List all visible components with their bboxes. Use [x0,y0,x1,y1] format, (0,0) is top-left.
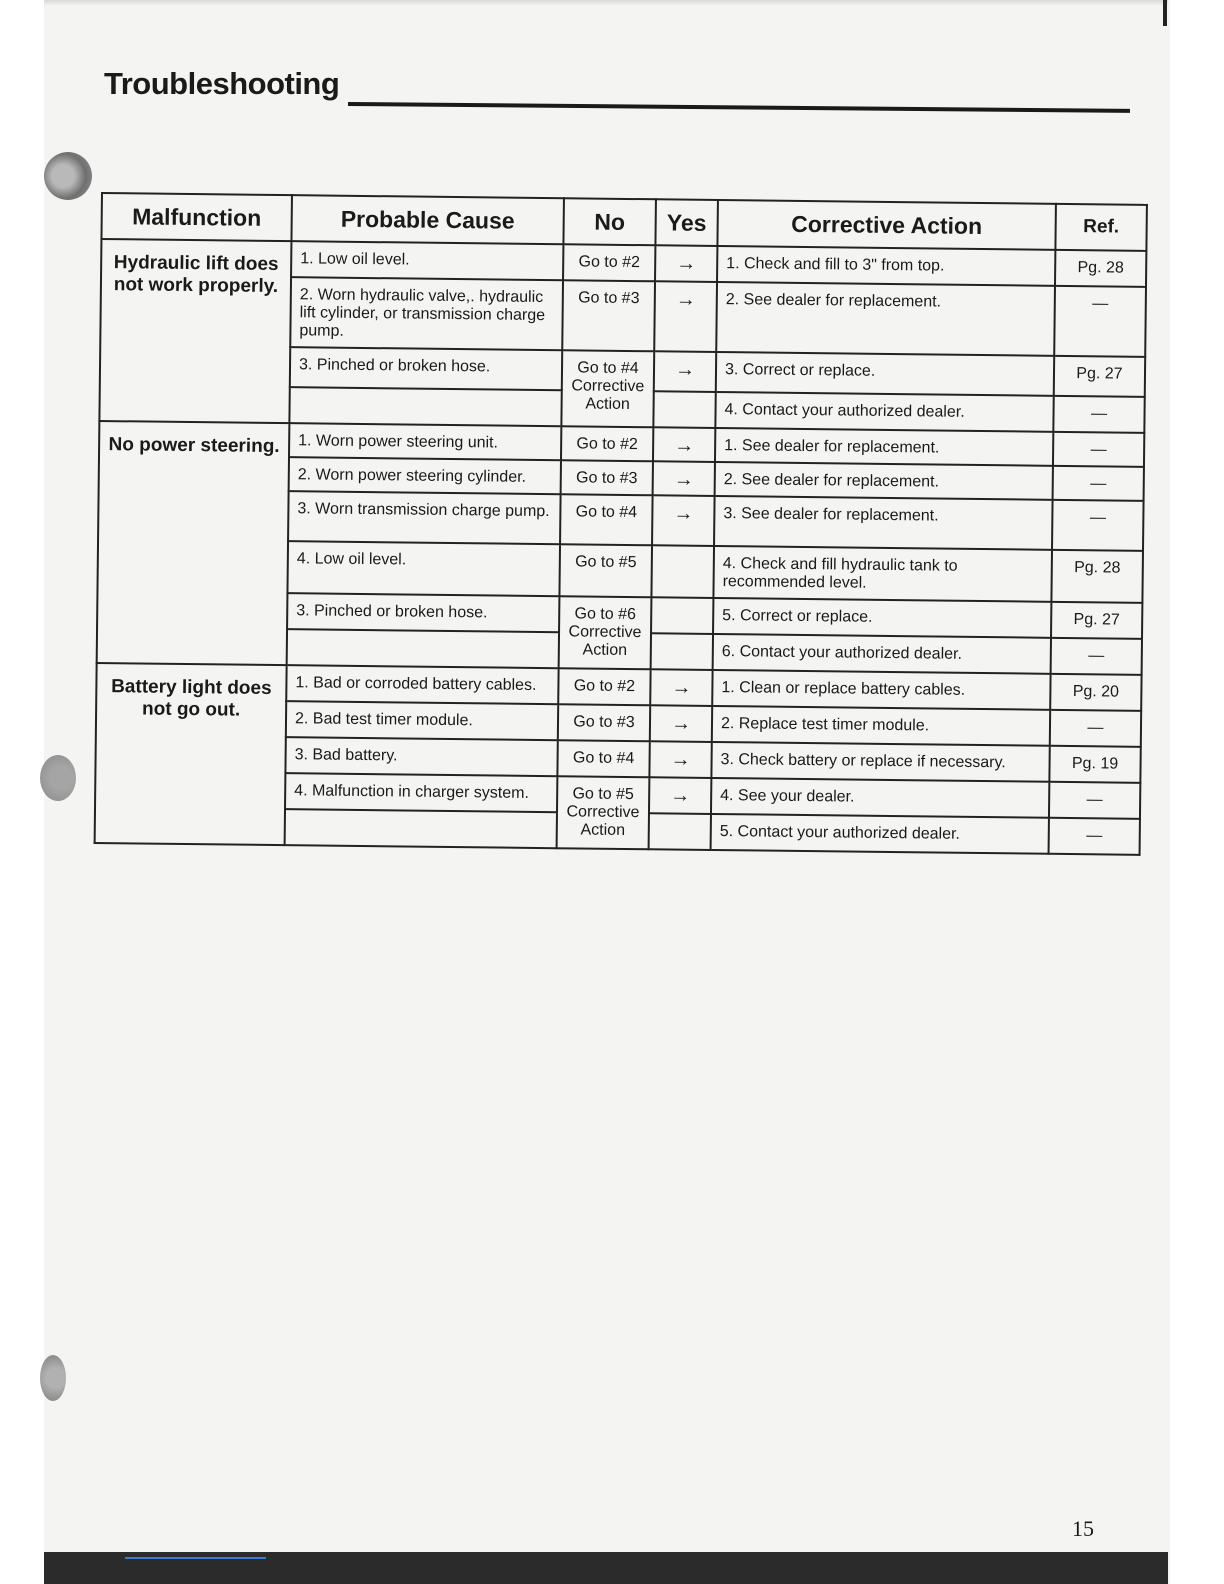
action-text: 1. Clean or replace battery cables. [721,679,966,699]
ref-text: — [1087,719,1104,737]
cause-text: 1. Low oil level. [300,250,410,269]
arrow-cell [650,814,710,821]
malfunction-cell [97,421,290,665]
troubleshooting-table [94,192,1148,856]
scan-top-shadow [44,0,1168,6]
malfunction-label: Hydraulic lift does not work properly. [113,252,279,298]
binder-hole-icon [44,152,92,200]
cause-text: 3. Worn transmission charge pump. [297,500,550,521]
no-text: Go to #5 [575,553,637,572]
ref-text: Pg. 19 [1071,755,1119,773]
ref-text: Pg. 28 [1077,259,1124,277]
action-text: 2. See dealer for replacement. [725,291,942,311]
ref-text: — [1086,791,1103,809]
cause-text [288,630,558,647]
header-malfunction: Malfunction [101,193,292,241]
cause-text: 1. Bad or corroded battery cables. [295,674,537,694]
no-text: Go to #3 [573,713,635,732]
arrow-right-icon [655,392,715,399]
cause-text: 4. Low oil level. [296,550,407,569]
action-text: 5. Correct or replace. [722,607,873,626]
cause-text: 4. Malfunction in charger system. [294,782,530,802]
arrow-right-icon: → [674,358,696,381]
ref-text: — [1092,295,1109,313]
action-text: 4. Check and fill hydraulic tank to recommended level. [722,555,958,592]
arrow-right-icon: → [671,676,692,699]
arrow-right-icon: → [674,434,695,457]
ref-text: — [1090,405,1108,423]
no-text: Go to #2 [573,677,636,696]
action-text: 2. Replace test timer module. [720,715,930,735]
action-text: 1. Check and fill to 3" from top. [726,255,945,275]
cause-text [286,810,556,827]
malfunction-label: Battery light does not go out. [111,676,272,721]
arrow-right-icon: → [673,502,694,525]
arrow-cell [652,598,712,605]
malfunction-cell [95,663,287,845]
no-text: Go to #5 Corrective Action [566,785,640,839]
no-text: Go to #4 [575,503,638,522]
no-text: Go to #2 [578,253,641,272]
ref-text: Pg. 20 [1072,683,1120,701]
cause-text: 3. Bad battery. [294,746,398,765]
page-number: 15 [1072,1516,1094,1541]
cause-text [291,388,561,405]
cause-text: 2. Bad test timer module. [294,710,473,730]
ref-text: Pg. 27 [1076,365,1123,383]
arrow-right-icon: → [676,252,697,275]
page-margin-left [0,0,44,1584]
ref-text: Pg. 28 [1074,559,1121,577]
no-text: Go to #4 [572,749,635,768]
header-yes: Yes [655,199,718,246]
action-text: 3. Check battery or replace if necessary. [720,751,1006,772]
action-text: 3. See dealer for replacement. [723,505,939,525]
arrow-right-icon: → [675,288,696,311]
action-text: 4. Contact your authorized dealer. [724,401,965,421]
arrow-right-icon: → [673,468,694,491]
malfunction-label: No power steering. [108,434,280,458]
ref-text: Pg. 27 [1073,611,1120,629]
ref-text: — [1090,441,1107,459]
scan-bottom-link-mark [125,1557,266,1559]
action-text: 1. See dealer for replacement. [724,437,940,457]
arrow-cell [653,546,713,553]
header-corrective-action: Corrective Action [717,200,1056,250]
page-margin-right [1170,0,1224,1584]
no-text: Go to #3 [578,289,640,308]
no-text: Go to #2 [576,435,638,454]
arrow-right-icon: → [670,784,691,807]
cause-text: 2. Worn hydraulic valve,. hydraulic lift cylinder, or transmission charge pump. [299,286,546,340]
ref-text: — [1090,475,1107,493]
binder-hole-icon [40,755,76,801]
action-text: 3. Correct or replace. [724,361,876,380]
arrow-right-icon: → [670,712,692,735]
scan-edge-mark [1163,0,1167,26]
cause-text: 2. Worn power steering cylinder. [297,466,527,486]
ref-text: — [1088,647,1105,665]
ref-text: — [1089,509,1106,527]
header-probable-cause: Probable Cause [291,195,564,244]
malfunction-cell [99,239,291,423]
action-text: 6. Contact your authorized dealer. [721,643,963,663]
action-text: 2. See dealer for replacement. [723,471,940,491]
no-text: Go to #4 Corrective Action [571,359,645,414]
header-ref: Ref. [1055,204,1147,251]
ref-text: — [1086,827,1103,845]
troubleshooting-table-wrapper [94,192,1146,856]
cause-text: 1. Worn power steering unit. [298,432,499,452]
header-no: No [563,198,656,245]
page-title: Troubleshooting [104,66,340,101]
title-underline [348,102,1130,113]
arrow-right-icon: → [670,748,691,771]
action-text: 5. Contact your authorized dealer. [719,823,961,843]
cause-text: 3. Pinched or broken hose. [296,602,488,622]
binder-hole-icon [40,1355,66,1401]
arrow-cell [652,634,712,641]
no-text: Go to #6 Corrective Action [568,605,642,659]
action-text: 4. See your dealer. [720,787,855,806]
cause-text: 3. Pinched or broken hose. [298,356,491,376]
no-text: Go to #3 [576,469,638,488]
